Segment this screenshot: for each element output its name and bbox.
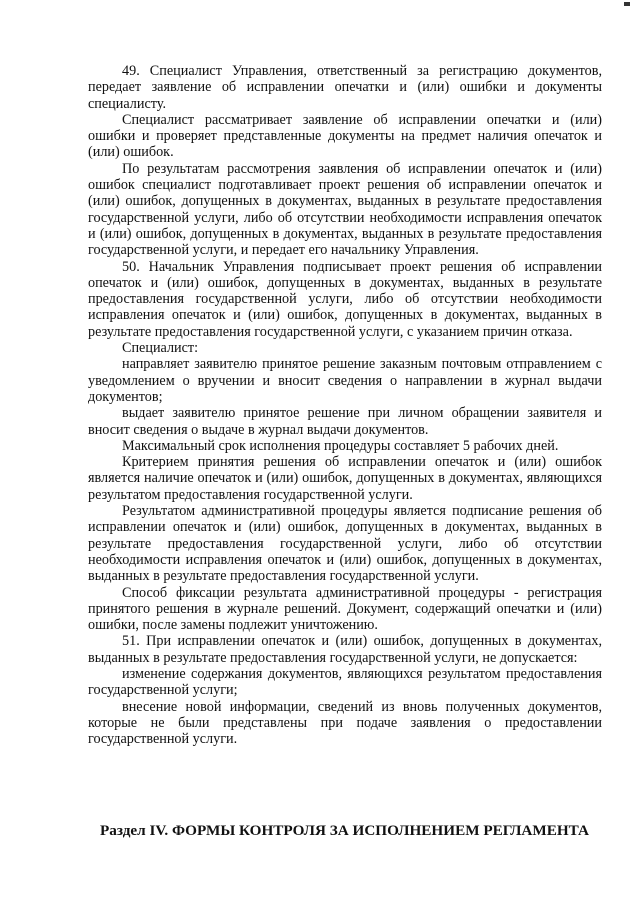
paragraph-criterion: Критерием принятия решения об исправлении опечаток и (или) ошибок является наличие опечаток и (или) ошибок, допущенных в документах, являющихся результатом предоставления государственной услуги.	[88, 454, 602, 503]
document-body	[88, 63, 602, 747]
paragraph-specialist: Специалист:	[122, 340, 199, 357]
paragraph-result: Результатом административной процедуры является подписание решения об исправлении опечаток и (или) ошибок, допущенных в документах, выданных в результате предоставления государственной услуги, либо об отсутствии необходимости исправления опечаток и (или) ошибок, допущенных в документах, выданных в результате предоставления государственной услуги.	[88, 503, 602, 585]
corner-mark	[624, 2, 630, 6]
paragraph-fixation: Способ фиксации результата административной процедуры - регистрация принятого решения в журнале решений. Документ, содержащий опечатки и (или) ошибки, после замены подлежит уничтожению.	[88, 584, 602, 634]
paragraph-max-term: Максимальный срок исполнения процедуры составляет 5 рабочих дней.	[122, 437, 559, 454]
paragraph-send-by-mail: направляет заявителю принятое решение заказным почтовым отправлением с уведомлением о вручении и вносит сведения о направлении в журнал выдачи документов;	[88, 356, 602, 405]
paragraph-no-new-info: внесение новой информации, сведений из вновь полученных документов, которые не были представлены при подаче заявления о предоставлении государственной услуги.	[88, 698, 602, 748]
paragraph-review: Специалист рассматривает заявление об исправлении опечатки и (или) ошибки и проверяет представленные документы на предмет наличия опечаток и (или) ошибок.	[88, 111, 602, 161]
section-heading: Раздел IV. ФОРМЫ КОНТРОЛЯ ЗА ИСПОЛНЕНИЕМ РЕГЛАМЕНТА	[100, 822, 590, 839]
paragraph-draft-decision: По результатам рассмотрения заявления об исправлении опечаток и (или) ошибок специалист подготавливает проект решения об исправлении опечаток и (или) ошибок, допущенных в документах, выданных в результате предоставления государственной услуги, либо об отсутствии необходимости исправления опечаток и (или) ошибок, допущенных в документах, выданных в результате предоставления государственной услуги, и передает его начальнику Управления.	[88, 160, 602, 259]
paragraph-no-content-change: изменение содержания документов, являющихся результатом предоставления государственной услуги;	[88, 665, 602, 699]
paragraph-issue-in-person: выдает заявителю принятое решение при личном обращении заявителя и вносит сведения о выдаче в журнал выдачи документов.	[88, 405, 602, 438]
paragraph-49: 49. Специалист Управления, ответственный за регистрацию документов, передает заявление об исправлении опечатки и (или) ошибки и документы специалисту.	[88, 63, 602, 112]
paragraph-51: 51. При исправлении опечаток и (или) ошибок, допущенных в документах, выданных в результате предоставления государственной услуги, не допускается:	[88, 633, 602, 666]
paragraph-50: 50. Начальник Управления подписывает проект решения об исправлении опечаток и (или) ошибок, допущенных в документах, выданных в результате предоставления государственной услуги, либо об отсутствии необходимости исправления опечаток и (или) ошибок, допущенных в документах, выданных в результате предоставления государственной услуги, с указанием причин отказа.	[88, 258, 602, 340]
